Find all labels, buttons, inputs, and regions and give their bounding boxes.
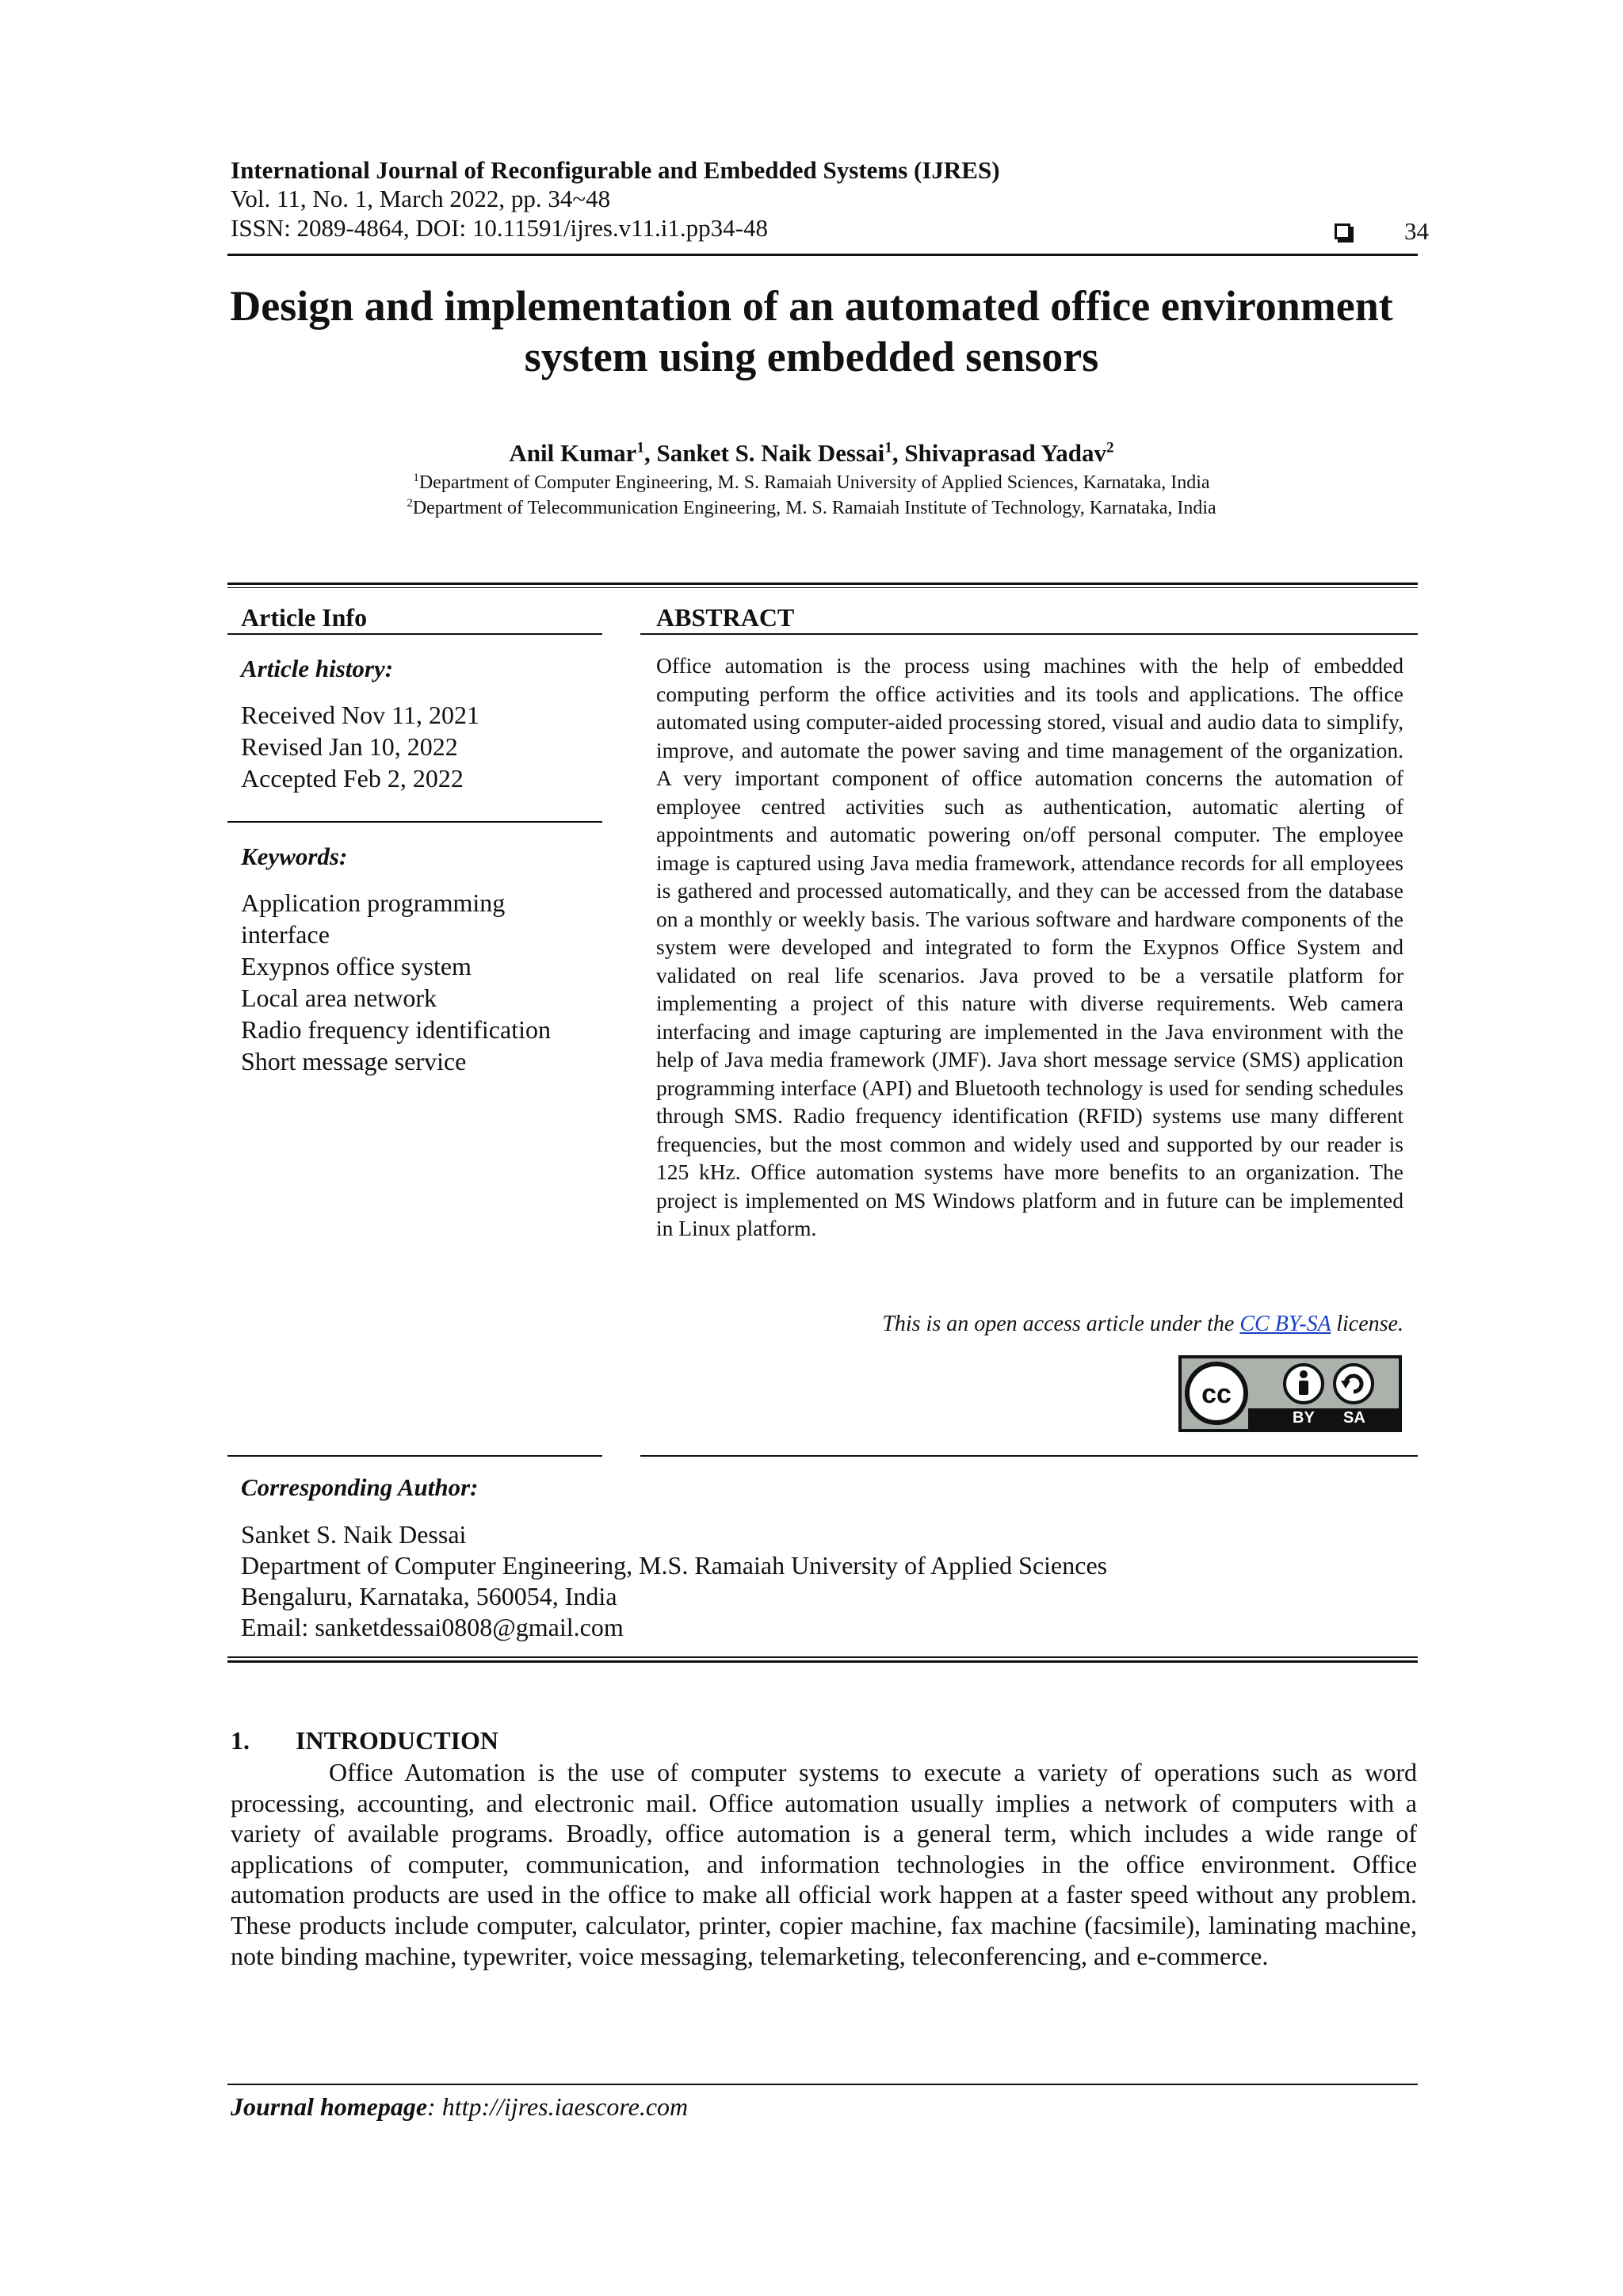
frame-bottom-rule-thin bbox=[227, 1656, 1418, 1658]
introduction-paragraph: Office Automation is the use of computer systems to execute a variety of operations such as word processing, accounting, and electronic mail. Office automation usually implies a network of computers with a variety of available programs. Broadly, office automation is a general term, which includes a wide range of applications of computer, communication, and information technologies in the office environment. Office automation products are used in the office to make all official work happen at a faster speed without any problem. These products include computer, calculator, printer, copier machine, fax machine (facsimile), laminating machine, note binding machine, typewriter, voice messaging, telemarketing, teleconferencing, and e-commerce. bbox=[231, 1758, 1417, 1970]
journal-name: International Journal of Reconfigurable and Embedded Systems (IJRES) bbox=[231, 156, 1000, 184]
corresponding-author-name: Sanket S. Naik Dessai bbox=[241, 1520, 467, 1549]
frame-top-rule bbox=[227, 583, 1418, 585]
badge-by-label: BY bbox=[1293, 1409, 1315, 1427]
corresponding-author-email: Email: sanketdessai0808@gmail.com bbox=[241, 1613, 624, 1641]
corresponding-author-department: Department of Computer Engineering, M.S. Ramaiah University of Applied Sciences bbox=[241, 1551, 1108, 1580]
author-1: Anil Kumar$^1$, bbox=[509, 439, 657, 467]
author-list bbox=[190, 439, 1433, 468]
frame-top-rule-thin bbox=[227, 587, 1418, 588]
keywords-heading: Keywords: bbox=[241, 842, 348, 870]
article-info-heading: Article Info bbox=[241, 603, 368, 632]
volume-info: Vol. 11, No. 1, March 2022, pp. 34~48 bbox=[231, 185, 611, 212]
title-line-1: Design and implementation of an automated office environment bbox=[230, 282, 1393, 330]
article-info-rule bbox=[227, 633, 602, 635]
title-line-2: system using embedded sensors bbox=[524, 333, 1099, 380]
header-rule bbox=[227, 254, 1418, 256]
keywords-list bbox=[241, 887, 551, 1077]
square-bullet-icon bbox=[1335, 223, 1350, 239]
badge-sa-label: SA bbox=[1343, 1409, 1365, 1427]
cc-by-sa-link[interactable]: CC BY-SA bbox=[1239, 1312, 1331, 1336]
history-revised: Revised Jan 10, 2022 bbox=[241, 732, 458, 761]
corresponding-author-heading: Corresponding Author: bbox=[241, 1473, 479, 1501]
license-note: This is an open access article under the CC BY-SA license. bbox=[882, 1312, 1403, 1336]
keyword-item: Application programming bbox=[241, 888, 506, 917]
paper-title bbox=[190, 281, 1433, 382]
page-number: 34 bbox=[1404, 217, 1429, 245]
abstract-text: Office automation is the process using machines with the help of embedded computing perform the office activities and its tools and applications. The office automated using computer-aided processing stored, visual and audio data to simplify, improve, and automate the power saving and time management of the organization. A very important component of office automation concerns the automation of employee centred activities such as authentication, automatic alerting of appointments and automatic powering on/off personal computer. The employee image is captured using Java media framework, attendance records for all employees is gathered and processed automatically, and they can be accessed from the database on a monthly or weekly basis. The various software and hardware components of the system were developed and integrated to form the Exypnos Office System and validated on real life scenarios. Java proved to be a versatile platform for implementing a project of this nature with diverse requirements. Web camera interfacing and image capturing are implemented in the Java environment with the help of Java media framework (JMF). Java short message service (SMS) application programming interface (API) and Bluetooth technology is used for sending schedules through SMS. Radio frequency identification (RFID) systems use many different frequencies, but the most common and widely used and supported by our reader is 125 kHz. Office automation systems have more benefits to an organization. The project is implemented on MS Windows platform and in future can be implemented in Linux platform. bbox=[656, 653, 1403, 1240]
keyword-item: Short message service bbox=[241, 1047, 467, 1075]
article-history-heading: Article history: bbox=[241, 655, 394, 682]
journal-homepage: Journal homepage: http://ijres.iaescore.com bbox=[231, 2092, 689, 2121]
author-2: Sanket S. Naik Dessai$^1$, bbox=[656, 439, 905, 467]
keyword-item: interface bbox=[241, 920, 330, 949]
author-3: Shivaprasad Yadav$^2$ bbox=[904, 439, 1114, 467]
keywords-rule bbox=[227, 821, 602, 823]
keyword-item: Radio frequency identification bbox=[241, 1015, 551, 1044]
abstract-heading: ABSTRACT bbox=[656, 603, 795, 632]
article-history bbox=[241, 699, 479, 794]
keyword-item: Exypnos office system bbox=[241, 952, 472, 980]
corresponding-author-address: Bengaluru, Karnataka, 560054, India bbox=[241, 1582, 617, 1610]
page-number-area bbox=[1335, 217, 1429, 246]
cc-logo-text: cc bbox=[1201, 1379, 1232, 1409]
affiliation-2: $^2$Department of Telecommunication Engineering, M. S. Ramaiah Institute of Technology, Karnataka, India bbox=[407, 497, 1216, 518]
share-alike-icon bbox=[1335, 1365, 1373, 1403]
history-accepted: Accepted Feb 2, 2022 bbox=[241, 764, 464, 793]
abstract-rule bbox=[640, 633, 1418, 635]
info-bottom-rule bbox=[227, 1455, 602, 1457]
abstract-bottom-rule bbox=[640, 1455, 1418, 1457]
history-received: Received Nov 11, 2021 bbox=[241, 701, 479, 729]
issn-doi: ISSN: 2089-4864, DOI: 10.11591/ijres.v11.i1.pp34-48 bbox=[231, 214, 768, 242]
homepage-url[interactable]: : http://ijres.iaescore.com bbox=[427, 2092, 689, 2121]
keyword-item: Local area network bbox=[241, 984, 437, 1012]
introduction-heading: 1. INTRODUCTION bbox=[231, 1726, 499, 1755]
affiliation-1: $^1$Department of Computer Engineering, M. S. Ramaiah University of Applied Sciences, Karnataka, India bbox=[413, 472, 1210, 493]
footer-rule bbox=[227, 2084, 1418, 2085]
frame-bottom-rule bbox=[227, 1660, 1418, 1663]
badge-strip bbox=[1248, 1408, 1399, 1429]
cc-by-sa-badge[interactable] bbox=[1178, 1355, 1402, 1432]
